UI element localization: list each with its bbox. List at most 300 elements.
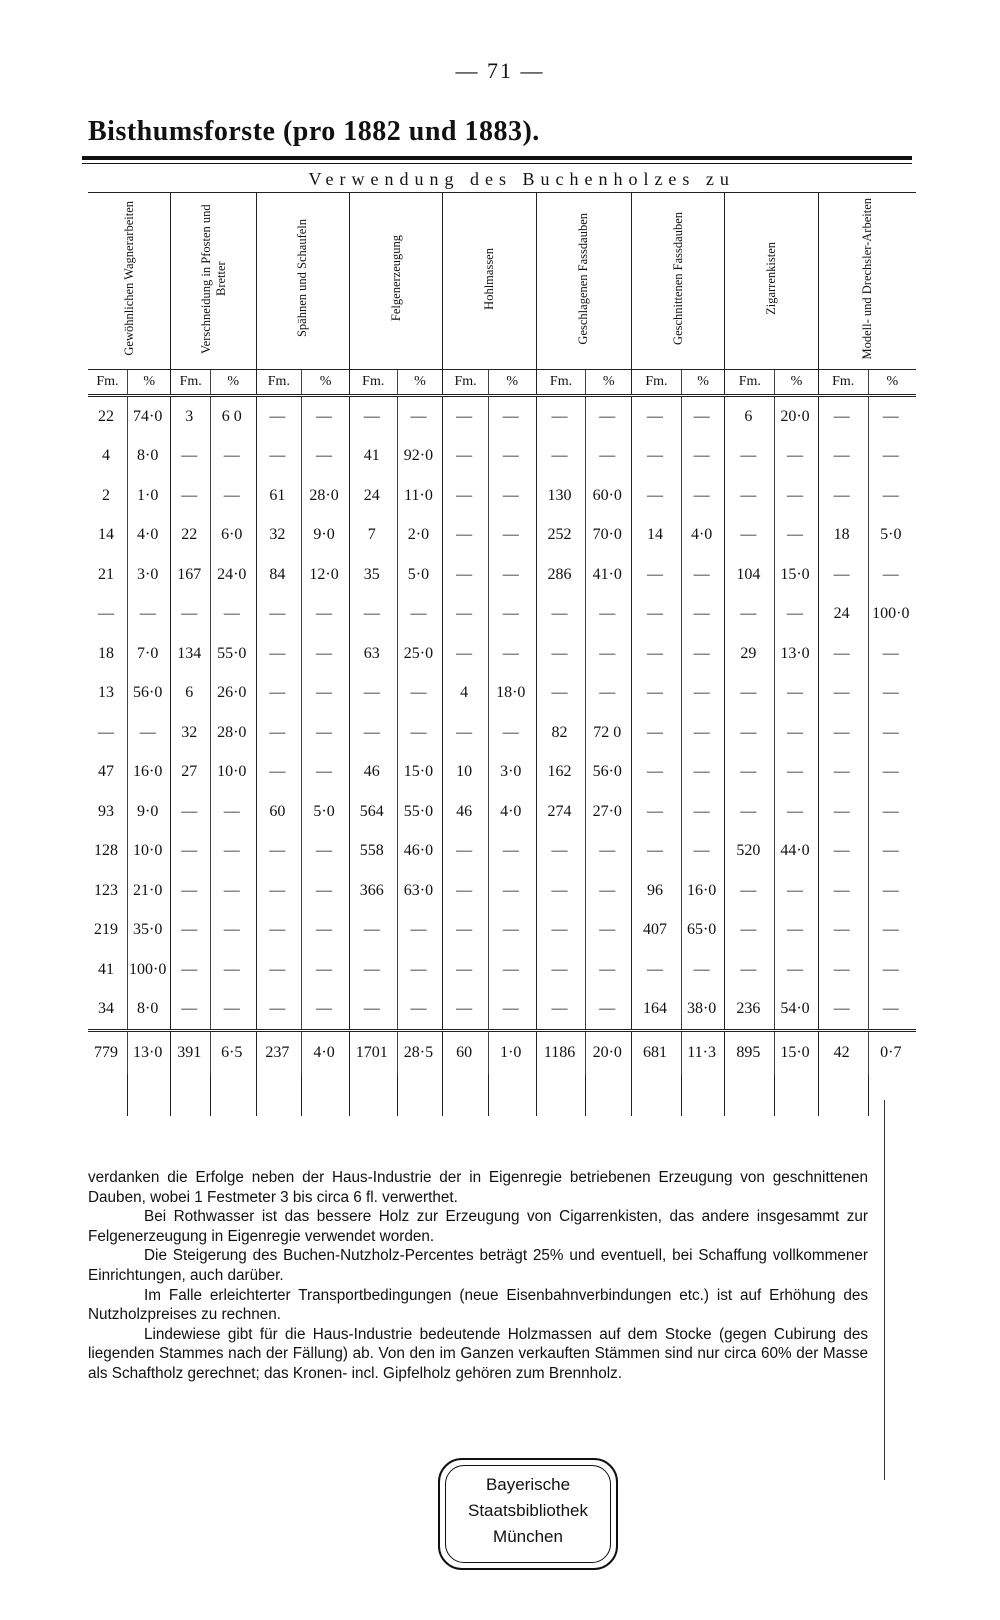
cell-percent: 1·0 bbox=[127, 476, 171, 516]
unit-percent: % bbox=[397, 370, 443, 396]
cell-fm: — bbox=[349, 713, 397, 753]
cell-fm: 46 bbox=[349, 753, 397, 793]
tail-cell bbox=[88, 1074, 127, 1116]
cell-fm: 24 bbox=[818, 595, 868, 635]
unit-percent: % bbox=[868, 370, 916, 396]
cell-percent: 16·0 bbox=[681, 871, 725, 911]
cell-percent: 38·0 bbox=[681, 990, 725, 1031]
cell-percent: 13·0 bbox=[775, 634, 819, 674]
cell-percent: — bbox=[775, 911, 819, 951]
column-header bbox=[256, 193, 349, 370]
unit-percent: % bbox=[210, 370, 256, 396]
table-row bbox=[88, 832, 916, 872]
cell-percent: — bbox=[681, 555, 725, 595]
cell-percent: — bbox=[210, 792, 256, 832]
cell-percent: 7·0 bbox=[127, 634, 171, 674]
cell-fm: — bbox=[171, 871, 210, 911]
cell-fm: — bbox=[256, 950, 302, 990]
left-blank-cell bbox=[88, 166, 127, 193]
cell-percent: 44·0 bbox=[775, 832, 819, 872]
total-cell: 779 bbox=[88, 1031, 127, 1075]
cell-percent: — bbox=[397, 396, 443, 437]
cell-fm: — bbox=[725, 674, 775, 714]
cell-fm: — bbox=[536, 832, 586, 872]
cell-percent: — bbox=[868, 713, 916, 753]
table-supertitle: Verwendung des Buchenholzes zu bbox=[127, 166, 916, 193]
cell-percent: — bbox=[868, 871, 916, 911]
cell-fm: — bbox=[818, 911, 868, 951]
table-row bbox=[88, 713, 916, 753]
cell-percent: 5·0 bbox=[868, 516, 916, 556]
tail-cell bbox=[818, 1074, 868, 1116]
cell-fm: — bbox=[818, 990, 868, 1031]
cell-fm: — bbox=[256, 911, 302, 951]
cell-fm: 4 bbox=[443, 674, 489, 714]
tail-cell bbox=[256, 1074, 302, 1116]
cell-fm: — bbox=[536, 950, 586, 990]
cell-fm: — bbox=[97, 723, 114, 741]
unit-percent: % bbox=[127, 370, 171, 396]
cell-percent: 8·0 bbox=[127, 437, 171, 477]
tail-cell bbox=[536, 1074, 586, 1116]
cell-fm: — bbox=[443, 555, 489, 595]
cell-fm: 219 bbox=[93, 921, 118, 939]
cell-fm: — bbox=[632, 555, 682, 595]
unit-percent: % bbox=[302, 370, 350, 396]
cell-percent: 5·0 bbox=[397, 555, 443, 595]
cell-fm: 104 bbox=[725, 555, 775, 595]
cell-fm: 7 bbox=[349, 516, 397, 556]
cell-fm: — bbox=[536, 990, 586, 1031]
cell-fm: — bbox=[256, 595, 302, 635]
table-row bbox=[88, 396, 916, 437]
table-row bbox=[88, 516, 916, 556]
cell-percent: — bbox=[868, 634, 916, 674]
cell-percent: — bbox=[775, 753, 819, 793]
total-cell: 60 bbox=[443, 1031, 489, 1075]
totals-row bbox=[88, 1031, 916, 1075]
cell-fm: 21 bbox=[97, 565, 114, 583]
library-stamp bbox=[438, 1458, 618, 1570]
cell-percent: 9·0 bbox=[127, 792, 171, 832]
cell-fm: 123 bbox=[93, 881, 118, 899]
cell-percent: — bbox=[488, 713, 536, 753]
cell-fm: 96 bbox=[632, 871, 682, 911]
paragraph: Im Falle erleichterter Transportbedingungen (neue Eisenbahnverbindungen etc.) ist auf Erhöhung des Nutzholzpreises zu rechnen. bbox=[88, 1286, 868, 1324]
cell-fm: — bbox=[632, 674, 682, 714]
cell-fm: — bbox=[97, 605, 114, 623]
cell-percent: — bbox=[681, 753, 725, 793]
column-header-label: Geschnittenen Fassdauben bbox=[670, 212, 685, 345]
cell-percent: — bbox=[681, 396, 725, 437]
cell-fm: 564 bbox=[349, 792, 397, 832]
cell-fm: 10 bbox=[443, 753, 489, 793]
cell-percent: — bbox=[397, 911, 443, 951]
cell-percent: — bbox=[681, 476, 725, 516]
unit-percent: % bbox=[775, 370, 819, 396]
cell-percent: — bbox=[868, 555, 916, 595]
cell-percent: 56·0 bbox=[127, 674, 171, 714]
tail-cell bbox=[681, 1074, 725, 1116]
cell-percent: — bbox=[397, 595, 443, 635]
cell-percent: — bbox=[302, 871, 350, 911]
cell-percent: 35·0 bbox=[127, 911, 171, 951]
cell-fm: 6 bbox=[725, 396, 775, 437]
cell-percent: 70·0 bbox=[586, 516, 632, 556]
unit-fm: Fm. bbox=[349, 370, 397, 396]
usage-table bbox=[88, 166, 916, 1116]
cell-percent: 20·0 bbox=[775, 396, 819, 437]
cell-percent: 5·0 bbox=[302, 792, 350, 832]
column-header bbox=[88, 193, 171, 370]
cell-percent: — bbox=[302, 674, 350, 714]
cell-fm: — bbox=[818, 713, 868, 753]
cell-percent: — bbox=[302, 753, 350, 793]
cell-percent: 63·0 bbox=[397, 871, 443, 911]
cell-percent: — bbox=[488, 950, 536, 990]
cell-fm: — bbox=[632, 396, 682, 437]
cell-percent: — bbox=[868, 950, 916, 990]
cell-percent: 25·0 bbox=[397, 634, 443, 674]
total-cell: 6·5 bbox=[210, 1031, 256, 1075]
column-header bbox=[818, 193, 916, 370]
cell-fm: — bbox=[725, 911, 775, 951]
cell-fm: — bbox=[349, 990, 397, 1031]
table-row bbox=[88, 950, 916, 990]
cell-percent: 12·0 bbox=[302, 555, 350, 595]
table-tail bbox=[88, 1074, 916, 1116]
title-rule-thick bbox=[82, 156, 912, 160]
cell-fm: — bbox=[256, 990, 302, 1031]
column-header-label: Geschlagenen Fassdauben bbox=[576, 212, 591, 345]
cell-percent: — bbox=[488, 595, 536, 635]
cell-percent: — bbox=[868, 476, 916, 516]
cell-fm: — bbox=[725, 792, 775, 832]
total-cell: 1·0 bbox=[488, 1031, 536, 1075]
tail-cell bbox=[127, 1074, 171, 1116]
unit-fm: Fm. bbox=[725, 370, 775, 396]
cell-percent: — bbox=[210, 911, 256, 951]
cell-fm: — bbox=[725, 437, 775, 477]
title-rule-thin bbox=[82, 163, 912, 164]
cell-percent: 26·0 bbox=[210, 674, 256, 714]
cell-fm: 252 bbox=[536, 516, 586, 556]
total-cell: 11·3 bbox=[681, 1031, 725, 1075]
cell-percent: 24·0 bbox=[210, 555, 256, 595]
cell-fm: 6 bbox=[171, 674, 210, 714]
cell-percent: — bbox=[302, 911, 350, 951]
cell-percent: — bbox=[210, 871, 256, 911]
cell-percent: — bbox=[210, 832, 256, 872]
tail-cell bbox=[725, 1074, 775, 1116]
cell-fm: 47 bbox=[97, 763, 114, 781]
cell-fm: 22 bbox=[97, 407, 114, 425]
cell-fm: 18 bbox=[97, 644, 114, 662]
total-cell: 391 bbox=[171, 1031, 210, 1075]
cell-fm: — bbox=[818, 437, 868, 477]
cell-fm: — bbox=[443, 595, 489, 635]
unit-fm: Fm. bbox=[818, 370, 868, 396]
cell-fm: — bbox=[818, 396, 868, 437]
tail-cell bbox=[302, 1074, 350, 1116]
cell-percent: — bbox=[681, 437, 725, 477]
cell-fm: — bbox=[725, 516, 775, 556]
cell-percent: 8·0 bbox=[127, 990, 171, 1031]
cell-fm: 93 bbox=[97, 802, 114, 820]
cell-percent: — bbox=[775, 674, 819, 714]
cell-percent: — bbox=[302, 950, 350, 990]
cell-fm: 3 bbox=[171, 396, 210, 437]
cell-fm: — bbox=[725, 713, 775, 753]
cell-fm: — bbox=[171, 437, 210, 477]
cell-percent: — bbox=[302, 990, 350, 1031]
tail-cell bbox=[349, 1074, 397, 1116]
cell-percent: 55·0 bbox=[397, 792, 443, 832]
cell-percent: — bbox=[586, 396, 632, 437]
cell-percent: — bbox=[488, 516, 536, 556]
cell-percent: — bbox=[775, 713, 819, 753]
total-cell: 15·0 bbox=[775, 1031, 819, 1075]
cell-fm: — bbox=[256, 753, 302, 793]
cell-percent: — bbox=[868, 832, 916, 872]
cell-percent: — bbox=[488, 396, 536, 437]
cell-percent: — bbox=[488, 871, 536, 911]
cell-percent: — bbox=[586, 911, 632, 951]
table-row bbox=[88, 595, 916, 635]
column-header bbox=[443, 193, 536, 370]
cell-percent: 55·0 bbox=[210, 634, 256, 674]
cell-percent: 54·0 bbox=[775, 990, 819, 1031]
table-row bbox=[88, 753, 916, 793]
table-row bbox=[88, 634, 916, 674]
total-cell: 0·7 bbox=[868, 1031, 916, 1075]
cell-fm: — bbox=[818, 950, 868, 990]
total-cell: 4·0 bbox=[302, 1031, 350, 1075]
total-cell: 681 bbox=[632, 1031, 682, 1075]
cell-fm: — bbox=[349, 674, 397, 714]
cell-percent: — bbox=[681, 832, 725, 872]
margin-rule bbox=[884, 1100, 885, 1480]
cell-percent: — bbox=[681, 634, 725, 674]
cell-percent: 18·0 bbox=[488, 674, 536, 714]
cell-percent: 92·0 bbox=[397, 437, 443, 477]
column-header-label: Zigarrenkisten bbox=[764, 242, 779, 315]
cell-percent: 72 0 bbox=[586, 713, 632, 753]
cell-percent: — bbox=[302, 396, 350, 437]
cell-percent: — bbox=[397, 713, 443, 753]
body-text bbox=[88, 1168, 868, 1384]
column-header-label: Hohlmassen bbox=[481, 247, 496, 310]
cell-fm: — bbox=[536, 634, 586, 674]
cell-fm: — bbox=[443, 713, 489, 753]
tail-cell bbox=[397, 1074, 443, 1116]
cell-percent: — bbox=[681, 792, 725, 832]
cell-percent: — bbox=[397, 990, 443, 1031]
cell-fm: 366 bbox=[349, 871, 397, 911]
cell-percent: — bbox=[488, 990, 536, 1031]
cell-percent: — bbox=[488, 634, 536, 674]
cell-percent: — bbox=[586, 832, 632, 872]
total-cell: 42 bbox=[818, 1031, 868, 1075]
total-cell: 1701 bbox=[349, 1031, 397, 1075]
cell-fm: — bbox=[256, 674, 302, 714]
cell-fm: 18 bbox=[818, 516, 868, 556]
cell-percent: 6 0 bbox=[210, 396, 256, 437]
table-row bbox=[88, 476, 916, 516]
cell-percent: — bbox=[586, 595, 632, 635]
cell-fm: — bbox=[818, 832, 868, 872]
cell-fm: — bbox=[256, 634, 302, 674]
cell-fm: — bbox=[443, 476, 489, 516]
cell-fm: 46 bbox=[443, 792, 489, 832]
tail-cell bbox=[171, 1074, 210, 1116]
column-header bbox=[725, 193, 818, 370]
cell-percent: — bbox=[681, 950, 725, 990]
cell-percent: — bbox=[681, 674, 725, 714]
cell-fm: — bbox=[632, 950, 682, 990]
column-header-label: Felgenerzeugung bbox=[388, 235, 403, 322]
cell-percent: — bbox=[868, 437, 916, 477]
cell-fm: — bbox=[632, 753, 682, 793]
cell-fm: 167 bbox=[171, 555, 210, 595]
column-header bbox=[536, 193, 631, 370]
cell-fm: — bbox=[725, 595, 775, 635]
cell-percent: — bbox=[868, 753, 916, 793]
cell-percent: — bbox=[775, 476, 819, 516]
total-cell: 237 bbox=[256, 1031, 302, 1075]
cell-fm: — bbox=[171, 792, 210, 832]
unit-fm: Fm. bbox=[443, 370, 489, 396]
cell-percent: 9·0 bbox=[302, 516, 350, 556]
cell-percent: 28·0 bbox=[302, 476, 350, 516]
cell-fm: — bbox=[256, 396, 302, 437]
cell-percent: — bbox=[210, 476, 256, 516]
cell-percent: — bbox=[397, 950, 443, 990]
cell-percent: — bbox=[397, 674, 443, 714]
cell-percent: 4·0 bbox=[127, 516, 171, 556]
cell-fm: 134 bbox=[171, 634, 210, 674]
cell-fm: 558 bbox=[349, 832, 397, 872]
cell-percent: 10·0 bbox=[127, 832, 171, 872]
cell-percent: 28·0 bbox=[210, 713, 256, 753]
cell-percent: — bbox=[488, 476, 536, 516]
unit-fm: Fm. bbox=[88, 370, 127, 396]
total-cell: 1186 bbox=[536, 1031, 586, 1075]
cell-fm: — bbox=[171, 911, 210, 951]
paragraph: Die Steigerung des Buchen-Nutzholz-Percentes beträgt 25% und eventuell, bei Schaffung vollkommener Einrichtungen, auch darüber. bbox=[88, 1247, 868, 1284]
cell-fm: — bbox=[256, 713, 302, 753]
tail-cell bbox=[488, 1074, 536, 1116]
cell-fm: — bbox=[818, 792, 868, 832]
cell-fm: 41 bbox=[97, 960, 114, 978]
cell-fm: 520 bbox=[725, 832, 775, 872]
cell-fm: 82 bbox=[536, 713, 586, 753]
cell-fm: 4 bbox=[101, 447, 110, 465]
cell-fm: — bbox=[632, 832, 682, 872]
unit-percent: % bbox=[488, 370, 536, 396]
cell-fm: — bbox=[725, 950, 775, 990]
cell-percent: — bbox=[586, 950, 632, 990]
cell-fm: 32 bbox=[171, 713, 210, 753]
stamp-line: Bayerische bbox=[485, 1475, 571, 1494]
stamp-line: München bbox=[493, 1527, 563, 1546]
cell-percent: — bbox=[586, 437, 632, 477]
cell-percent: 100·0 bbox=[868, 595, 916, 635]
cell-fm: — bbox=[632, 476, 682, 516]
cell-fm: — bbox=[818, 871, 868, 911]
cell-fm: 130 bbox=[536, 476, 586, 516]
cell-fm: 84 bbox=[256, 555, 302, 595]
unit-fm: Fm. bbox=[632, 370, 682, 396]
cell-fm: — bbox=[443, 396, 489, 437]
tail-cell bbox=[586, 1074, 632, 1116]
cell-percent: — bbox=[775, 595, 819, 635]
cell-fm: — bbox=[443, 634, 489, 674]
cell-percent: 100·0 bbox=[127, 950, 171, 990]
cell-fm: — bbox=[725, 753, 775, 793]
unit-percent: % bbox=[586, 370, 632, 396]
cell-percent: — bbox=[586, 871, 632, 911]
cell-fm: — bbox=[171, 990, 210, 1031]
stamp-line: Staatsbibliothek bbox=[467, 1501, 589, 1520]
tail-cell bbox=[443, 1074, 489, 1116]
cell-percent: — bbox=[488, 555, 536, 595]
cell-fm: 27 bbox=[171, 753, 210, 793]
unit-fm: Fm. bbox=[256, 370, 302, 396]
cell-percent: — bbox=[868, 990, 916, 1031]
tail-cell bbox=[210, 1074, 256, 1116]
cell-percent: — bbox=[775, 792, 819, 832]
cell-fm: 2 bbox=[101, 486, 110, 504]
cell-percent: — bbox=[868, 396, 916, 437]
cell-percent: 60·0 bbox=[586, 476, 632, 516]
cell-percent: 11·0 bbox=[397, 476, 443, 516]
cell-fm: — bbox=[818, 555, 868, 595]
cell-fm: — bbox=[349, 396, 397, 437]
paragraph: Lindewiese gibt für die Haus-Industrie bedeutende Holzmassen auf dem Stocke (gegen Cubirung des liegenden Stammes nach der Fällung) ab. Von den im Ganzen verkauften Stämmen sind nur circa 60% der Masse als Schaftholz gerechnet; das Kronen- incl. Gipfelholz gehören zum Brennholz. bbox=[88, 1325, 868, 1382]
cell-fm: 128 bbox=[93, 842, 118, 860]
cell-percent: 3·0 bbox=[127, 555, 171, 595]
column-header bbox=[349, 193, 442, 370]
unit-percent: % bbox=[681, 370, 725, 396]
cell-fm: 13 bbox=[97, 684, 114, 702]
cell-percent: — bbox=[775, 516, 819, 556]
cell-fm: — bbox=[632, 713, 682, 753]
cell-fm: — bbox=[443, 437, 489, 477]
cell-percent: 3·0 bbox=[488, 753, 536, 793]
tail-cell bbox=[868, 1074, 916, 1116]
cell-fm: — bbox=[632, 634, 682, 674]
column-header-label: Gewöhnlichen Wagnerarbeiten bbox=[121, 201, 136, 356]
cell-fm: 236 bbox=[725, 990, 775, 1031]
cell-percent: — bbox=[586, 990, 632, 1031]
column-header-label: Modell- und Drechsler-Arbeiten bbox=[859, 197, 874, 360]
cell-fm: — bbox=[632, 595, 682, 635]
column-header bbox=[171, 193, 256, 370]
column-header bbox=[632, 193, 725, 370]
cell-fm: 274 bbox=[536, 792, 586, 832]
cell-fm: 60 bbox=[256, 792, 302, 832]
cell-fm: 63 bbox=[349, 634, 397, 674]
cell-fm: — bbox=[256, 871, 302, 911]
cell-percent: — bbox=[302, 713, 350, 753]
unit-fm: Fm. bbox=[536, 370, 586, 396]
cell-fm: — bbox=[536, 437, 586, 477]
table-row bbox=[88, 437, 916, 477]
cell-fm: 22 bbox=[171, 516, 210, 556]
cell-percent: — bbox=[210, 437, 256, 477]
cell-percent: 4·0 bbox=[488, 792, 536, 832]
